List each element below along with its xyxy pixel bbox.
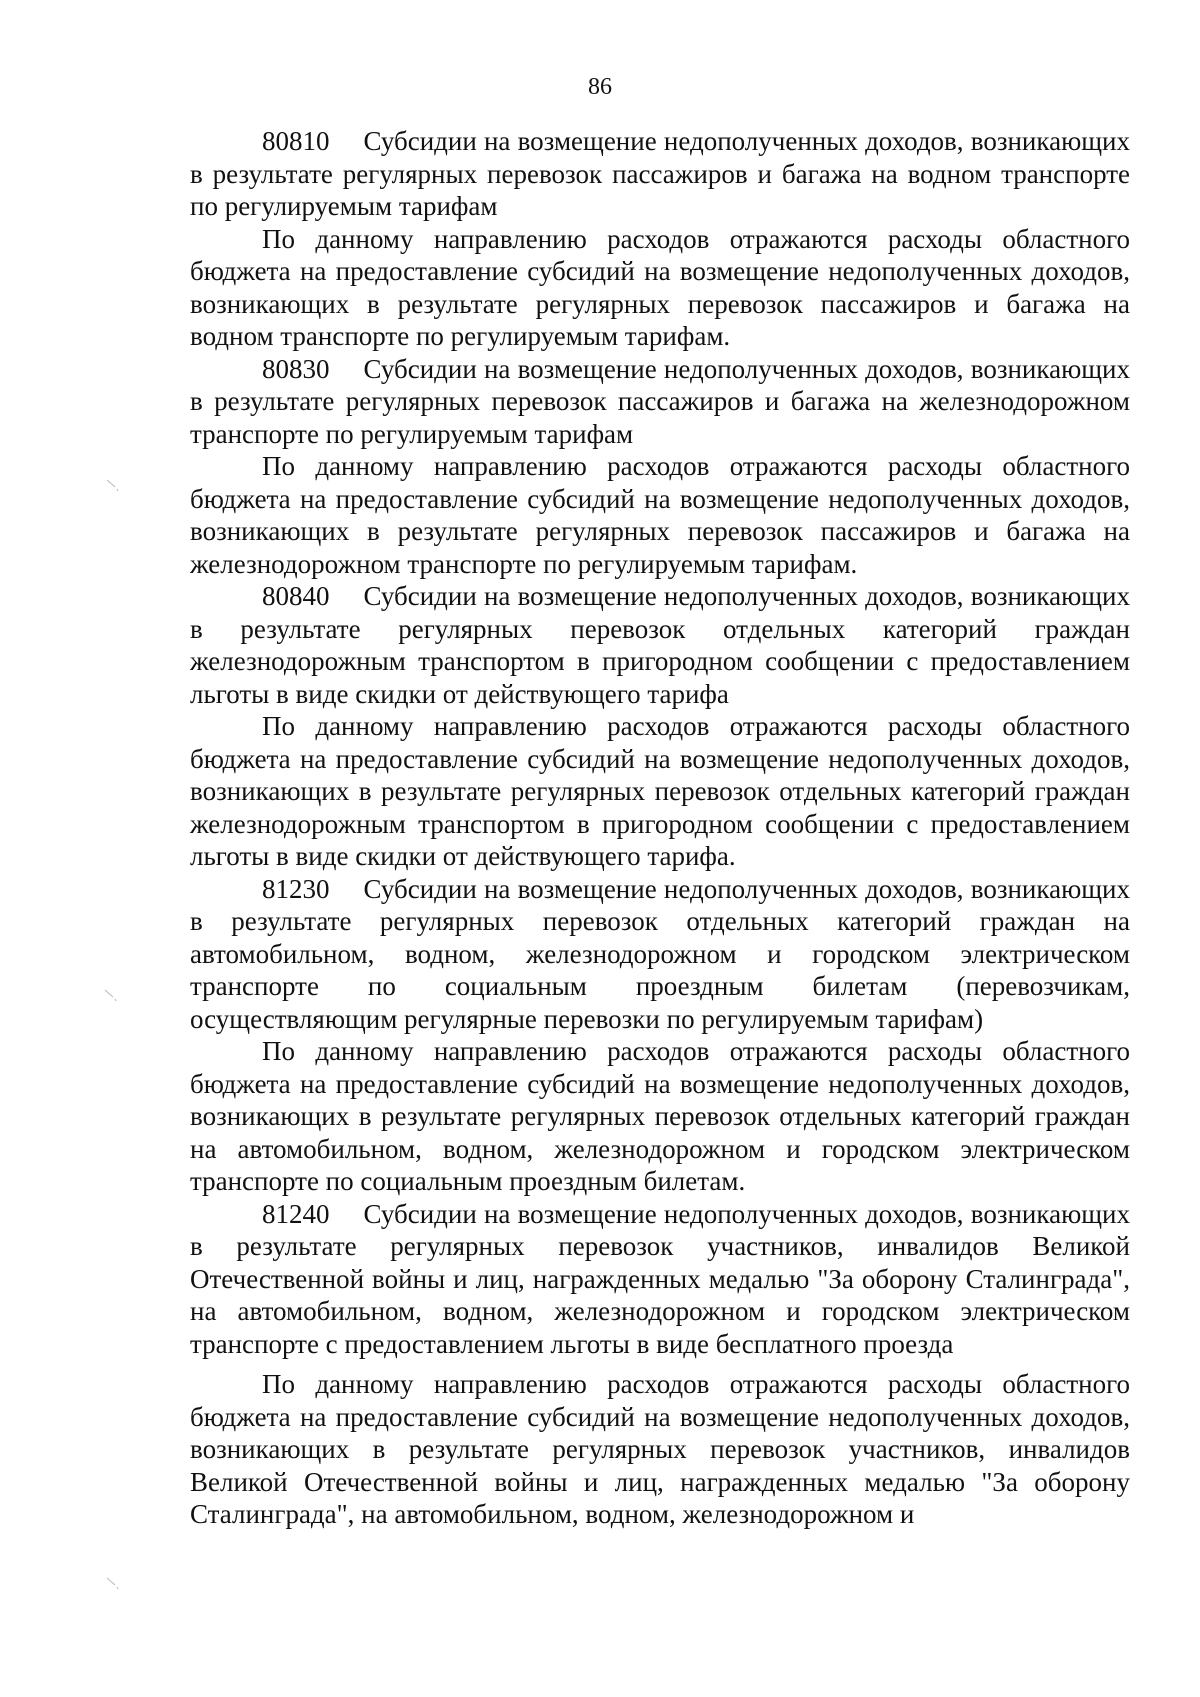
- paragraph-text: По данному направлению расходов отражаются расходы областного бюджета на предоставление субсидий на возмещение недополученных доходов, возникающих в результате регулярных перевозок отдельных категорий граждан железнодорожным транспортом в пригородном сообщении с предоставлением льготы в виде скидки от действующего тарифа.: [190, 711, 1130, 871]
- paragraph-81230-heading: [190, 873, 1130, 1036]
- paragraph-80830-heading: [190, 353, 1130, 451]
- paragraph-80810-description: [190, 223, 1130, 353]
- paragraph-text: По данному направлению расходов отражаются расходы областного бюджета на предоставление субсидий на возмещение недополученных доходов, возникающих в результате регулярных перевозок участников, инвалидов Великой Отечественной войны и лиц, награжденных медалью "За оборону Сталинграда", на автомобильном, водном, железнодорожном и: [190, 1369, 1130, 1529]
- paragraph-text: По данному направлению расходов отражаются расходы областного бюджета на предоставление субсидий на возмещение недополученных доходов, возникающих в результате регулярных перевозок отдельных категорий граждан на автомобильном, водном, железнодорожном и городском электрическом транспорте по социальным проездным билетам.: [190, 1036, 1130, 1196]
- page-number: 86: [588, 74, 612, 100]
- paragraph-text: Субсидии на возмещение недополученных доходов, возникающих в результате регулярных перевозок пассажиров и багажа на железнодорожном транспорте по регулируемым тарифам: [190, 353, 1130, 449]
- scan-artifact-mark: [104, 988, 118, 1002]
- paragraph-80840-description: [190, 710, 1130, 873]
- paragraph-text: Субсидии на возмещение недополученных доходов, возникающих в результате регулярных перевозок пассажиров и багажа на водном транспорте по регулируемым тарифам: [190, 126, 1130, 221]
- budget-code: 80830: [262, 353, 330, 384]
- budget-code: 80810: [262, 126, 330, 156]
- paragraph-80810-heading: [190, 125, 1130, 223]
- paragraph-text: По данному направлению расходов отражаются расходы областного бюджета на предоставление субсидий на возмещение недополученных доходов, возникающих в результате регулярных перевозок пассажиров и багажа на водном транспорте по регулируемым тарифам.: [190, 223, 1130, 351]
- scan-artifact-mark: [106, 478, 120, 492]
- paragraph-80830-description: [190, 450, 1130, 580]
- paragraph-81230-description: [190, 1035, 1130, 1198]
- paragraph-81240-description: [190, 1368, 1130, 1531]
- scan-artifact-mark: [106, 1576, 120, 1590]
- budget-code: 81240: [262, 1198, 330, 1229]
- paragraph-80840-heading: [190, 580, 1130, 710]
- paragraph-text: Субсидии на возмещение недополученных доходов, возникающих в результате регулярных перевозок отдельных категорий граждан на автомобильном, водном, железнодорожном и городском электрическом транспорте по социальным проездным билетам (перевозчикам, осуществляющим регулярные перевозки по регулируемым тарифам): [190, 873, 1130, 1034]
- paragraph-text: По данному направлению расходов отражаются расходы областного бюджета на предоставление субсидий на возмещение недополученных доходов, возникающих в результате регулярных перевозок пассажиров и багажа на железнодорожном транспорте по регулируемым тарифам.: [190, 451, 1130, 579]
- paragraph-81240-heading: [190, 1198, 1130, 1361]
- paragraph-text: Субсидии на возмещение недополученных доходов, возникающих в результате регулярных перевозок отдельных категорий граждан железнодорожным транспортом в пригородном сообщении с предоставлением льготы в виде скидки от действующего тарифа: [190, 581, 1130, 709]
- budget-code: 80840: [262, 581, 330, 611]
- paragraph-text: Субсидии на возмещение недополученных доходов, возникающих в результате регулярных перевозок участников, инвалидов Великой Отечественной войны и лиц, награжденных медалью "За оборону Сталинграда", на автомобильном, водном, железнодорожном и городском электрическом транспорте с предоставлением льготы в виде бесплатного проезда: [190, 1198, 1130, 1359]
- document-body: [190, 125, 1130, 1531]
- budget-code: 81230: [262, 873, 330, 904]
